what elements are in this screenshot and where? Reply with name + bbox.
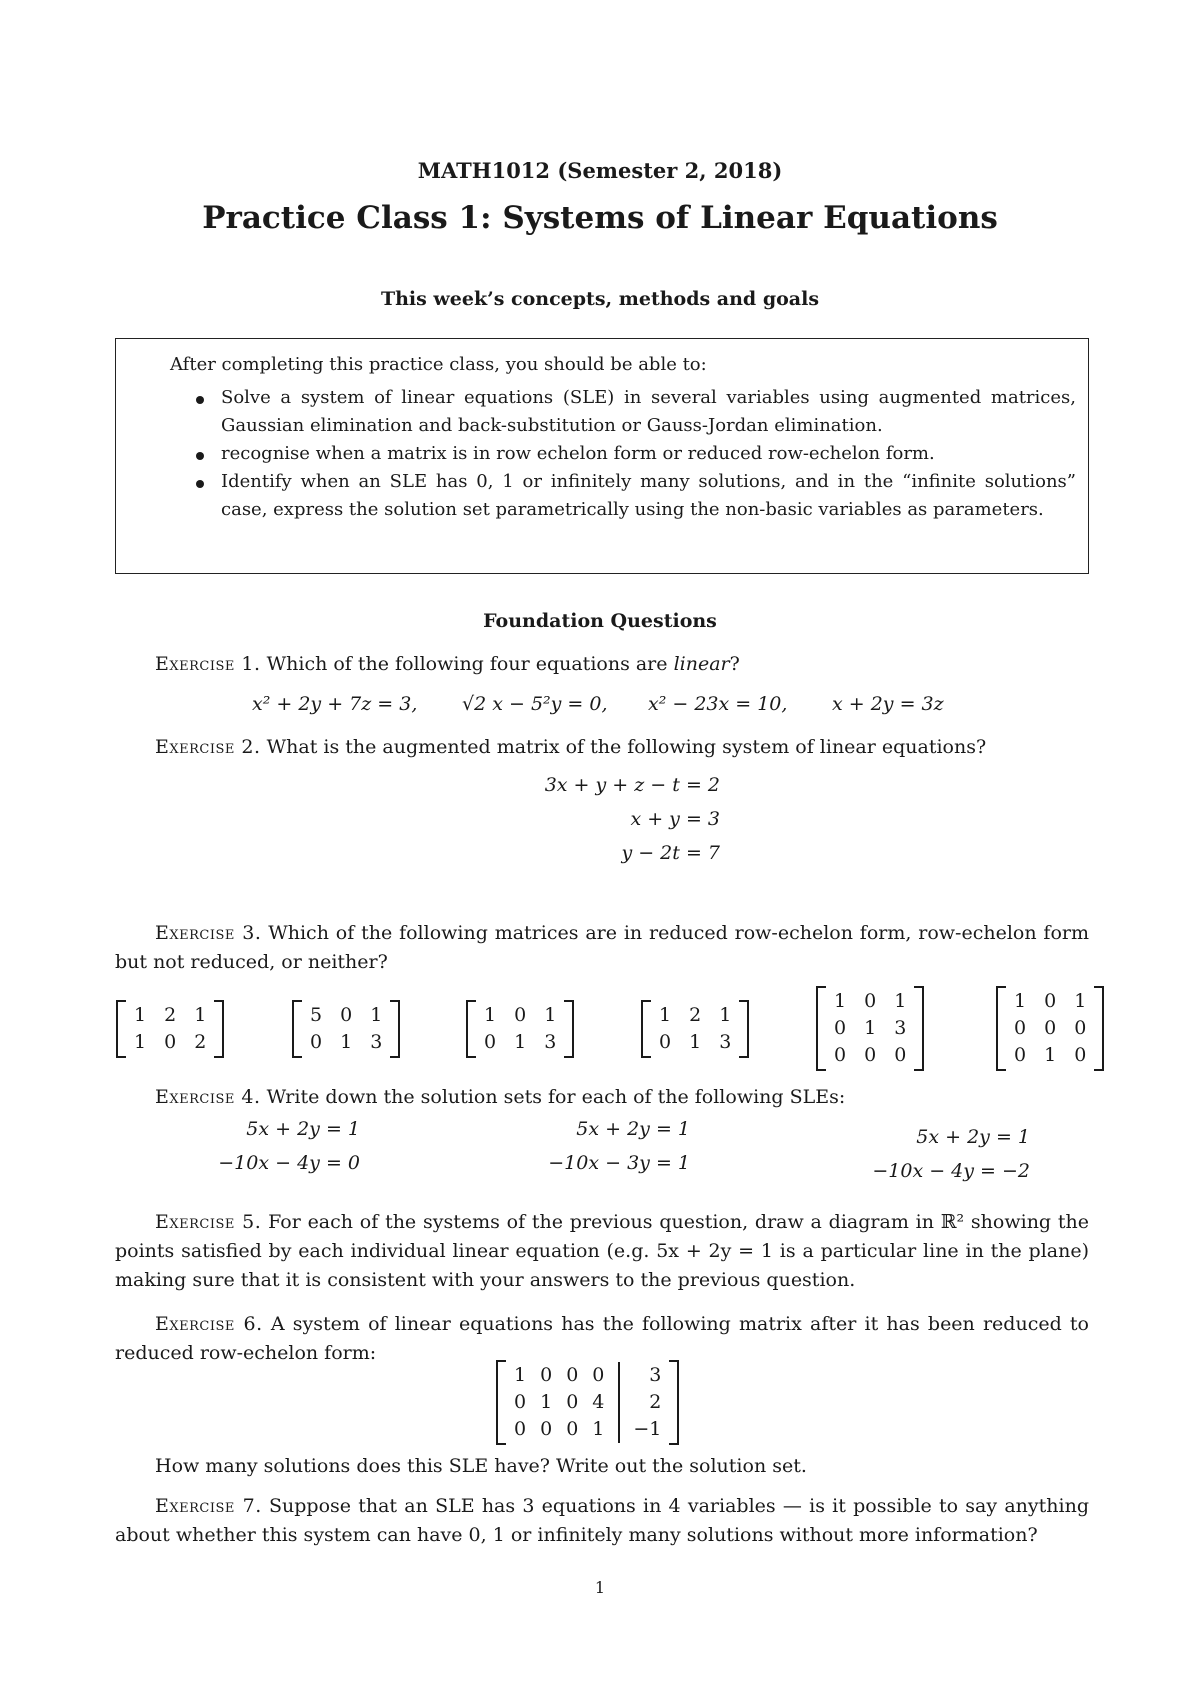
- matrix-entry: 1: [894, 990, 907, 1012]
- matrix-entry: 0: [864, 1044, 877, 1066]
- matrix-entry: 0: [566, 1364, 579, 1386]
- matrix-entry: 1: [514, 1364, 527, 1386]
- left-bracket: [292, 1000, 302, 1058]
- matrix-entry: 2: [689, 1004, 702, 1026]
- left-bracket: [996, 986, 1006, 1071]
- course-header: MATH1012 (Semester 2, 2018): [417, 158, 783, 183]
- goals-heading: This week’s concepts, methods and goals: [380, 288, 820, 310]
- matrix-b: [292, 1000, 400, 1058]
- equation: 5x + 2y = 1: [576, 1118, 690, 1140]
- bullet-icon: [196, 480, 204, 488]
- matrix-a: [116, 1000, 224, 1058]
- exercise-4-system-3: [830, 1120, 1030, 1188]
- matrix-entry: 0: [540, 1418, 553, 1440]
- exercise-5-prompt: Exercise 5. For each of the systems of the previous question, draw a diagram in ℝ² showing the points satisfied by each individual linear equation (e.g. 5x + 2y = 1 is a particular line in the plane) making sure that it is consistent with your answers to the previous question.: [115, 1211, 1089, 1291]
- goals-intro: After completing this practice class, you should be able to:: [170, 354, 707, 375]
- page-number: 1: [594, 1578, 606, 1597]
- exercise-2-prompt: Exercise 2. What is the augmented matrix of the following system of linear equations?: [155, 736, 987, 758]
- exercise-1-prompt: Exercise 1. Which of the following four equations are linear?: [155, 653, 740, 675]
- matrix-entry: 0: [1014, 1017, 1027, 1039]
- matrix-entry: 1: [1074, 990, 1087, 1012]
- goal-item: Solve a system of linear equations (SLE) in several variables using augmented matrices, Gaussian elimination and back-substitution or Gauss-Jordan elimination.: [196, 384, 1076, 440]
- matrix-entry: 1: [1044, 1044, 1057, 1066]
- matrix-entry: 1: [834, 990, 847, 1012]
- equation: y − 2t = 7: [621, 842, 720, 864]
- matrix-entry: 0: [659, 1031, 672, 1053]
- matrix-entry: 2: [649, 1391, 662, 1413]
- matrix-entry: 0: [310, 1031, 323, 1053]
- section-title: Foundation Questions: [483, 610, 717, 632]
- matrix-entry: 1: [659, 1004, 672, 1026]
- matrix-d: [641, 1000, 749, 1058]
- right-bracket: [1094, 986, 1104, 1071]
- exercise-6-question: How many solutions does this SLE have? Write out the solution set.: [155, 1455, 807, 1477]
- matrix-entry: 0: [484, 1031, 497, 1053]
- exercise-3-prompt: Exercise 3. Which of the following matrices are in reduced row-echelon form, row-echelon form but not reduced, or neither?: [115, 922, 1089, 973]
- exercise-1-equation: √2 x − 5²y = 0,: [462, 693, 608, 715]
- left-bracket: [496, 1360, 506, 1445]
- matrix-entry: 1: [540, 1391, 553, 1413]
- equation: x + y = 3: [630, 808, 720, 830]
- matrix-entry: 1: [1014, 990, 1027, 1012]
- matrix-entry: 0: [1074, 1017, 1087, 1039]
- matrix-entry: 0: [592, 1364, 605, 1386]
- right-bracket: [214, 1000, 224, 1058]
- matrix-entry: 3: [544, 1031, 557, 1053]
- matrix-entry: 1: [864, 1017, 877, 1039]
- equation: 3x + y + z − t = 2: [544, 774, 720, 796]
- exercise-7-prompt: Exercise 7. Suppose that an SLE has 3 equations in 4 variables — is it possible to say anything about whether this system can have 0, 1 or infinitely many solutions without more information?: [115, 1495, 1089, 1546]
- matrix-entry: 0: [894, 1044, 907, 1066]
- right-bracket: [390, 1000, 400, 1058]
- page-title: Practice Class 1: Systems of Linear Equations: [202, 200, 998, 236]
- matrix-f: [996, 986, 1104, 1071]
- matrix-c: [466, 1000, 574, 1058]
- left-bracket: [816, 986, 826, 1071]
- matrix-entry: 0: [340, 1004, 353, 1026]
- matrix-entry: 5: [310, 1004, 323, 1026]
- matrix-entry: 1: [194, 1004, 207, 1026]
- equation: −10x − 3y = 1: [548, 1152, 690, 1174]
- matrix-entry: 0: [1074, 1044, 1087, 1066]
- exercise-4-system-2: [510, 1112, 690, 1180]
- matrix-entry: 0: [834, 1044, 847, 1066]
- equation: −10x − 4y = −2: [872, 1160, 1030, 1182]
- augmented-matrix: [496, 1360, 679, 1445]
- exercise-4-prompt: Exercise 4. Write down the solution sets for each of the following SLEs:: [155, 1086, 846, 1108]
- matrix-entry: 1: [484, 1004, 497, 1026]
- equation: −10x − 4y = 0: [218, 1152, 360, 1174]
- matrix-entry: 0: [566, 1418, 579, 1440]
- matrix-entry: 3: [894, 1017, 907, 1039]
- matrix-entry: 0: [514, 1004, 527, 1026]
- goals-list: [196, 384, 1076, 524]
- exercise-1-equation: x + 2y = 3z: [832, 693, 944, 715]
- matrix-entry: 0: [1044, 1017, 1057, 1039]
- matrix-entry: 3: [649, 1364, 662, 1386]
- matrix-entry: 2: [194, 1031, 207, 1053]
- matrix-entry: 1: [719, 1004, 732, 1026]
- left-bracket: [116, 1000, 126, 1058]
- left-bracket: [466, 1000, 476, 1058]
- matrix-entry: 0: [566, 1391, 579, 1413]
- matrix-entry: 0: [834, 1017, 847, 1039]
- bullet-icon: [196, 452, 204, 460]
- left-bracket: [641, 1000, 651, 1058]
- equation: 5x + 2y = 1: [916, 1126, 1030, 1148]
- exercise-4-system-1: [180, 1112, 360, 1180]
- right-bracket: [739, 1000, 749, 1058]
- right-bracket: [564, 1000, 574, 1058]
- goal-item: recognise when a matrix is in row echelon form or reduced row-echelon form.: [196, 440, 1076, 468]
- matrix-entry: 1: [689, 1031, 702, 1053]
- matrix-entry: 0: [164, 1031, 177, 1053]
- exercise-1-equation: x² + 2y + 7z = 3,: [252, 693, 418, 715]
- matrix-entry: 1: [340, 1031, 353, 1053]
- matrix-entry: 0: [514, 1418, 527, 1440]
- matrix-entry: 3: [719, 1031, 732, 1053]
- matrix-entry: 3: [370, 1031, 383, 1053]
- matrix-entry: 4: [592, 1391, 605, 1413]
- exercise-6-prompt: Exercise 6. A system of linear equations has the following matrix after it has been reduced to reduced row-echelon form:: [115, 1313, 1089, 1364]
- matrix-entry: 2: [164, 1004, 177, 1026]
- matrix-entry: 0: [1044, 990, 1057, 1012]
- bullet-icon: [196, 396, 204, 404]
- matrix-entry: 1: [134, 1004, 147, 1026]
- matrix-entry: 0: [864, 990, 877, 1012]
- equation: 5x + 2y = 1: [246, 1118, 360, 1140]
- matrix-entry: 0: [540, 1364, 553, 1386]
- augment-divider: [618, 1362, 620, 1443]
- exercise-2-system: [480, 768, 720, 870]
- matrix-entry: 1: [544, 1004, 557, 1026]
- matrix-entry: 1: [134, 1031, 147, 1053]
- matrix-entry: 0: [514, 1391, 527, 1413]
- goal-item: Identify when an SLE has 0, 1 or infinitely many solutions, and in the “infinite solutions” case, express the solution set parametrically using the non-basic variables as parameters.: [196, 468, 1076, 524]
- matrix-entry: 1: [592, 1418, 605, 1440]
- matrix-entry: −1: [633, 1418, 662, 1440]
- right-bracket: [914, 986, 924, 1071]
- matrix-entry: 0: [1014, 1044, 1027, 1066]
- matrix-entry: 1: [514, 1031, 527, 1053]
- matrix-e: [816, 986, 924, 1071]
- right-bracket: [669, 1360, 679, 1445]
- exercise-1-equation: x² − 23x = 10,: [648, 693, 788, 715]
- matrix-entry: 1: [370, 1004, 383, 1026]
